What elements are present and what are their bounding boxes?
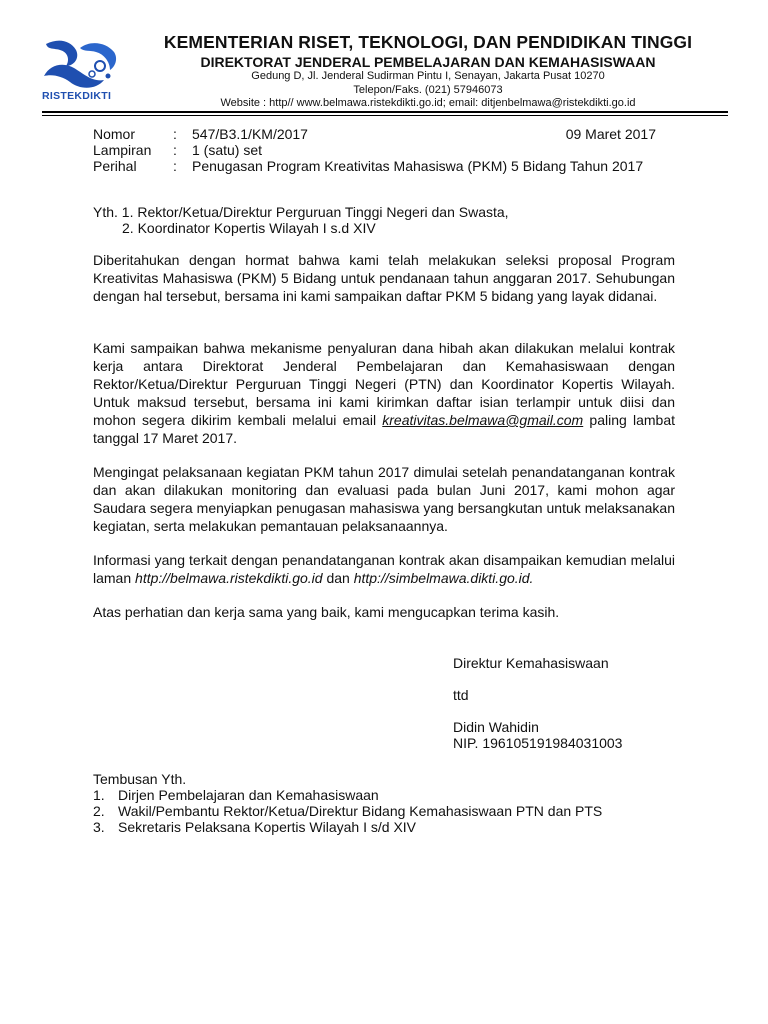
- ministry-name: KEMENTERIAN RISET, TEKNOLOGI, DAN PENDIDIKAN TINGGI: [163, 32, 693, 52]
- paragraph-1: [93, 251, 675, 305]
- list-text: Dirjen Pembelajaran dan Kemahasiswaan: [118, 787, 379, 803]
- email-link[interactable]: kreativitas.belmawa@gmail.com: [382, 412, 584, 428]
- letter-date: 09 Maret 2017: [565, 126, 656, 142]
- letterhead: [128, 32, 728, 111]
- belmawa-link[interactable]: http://belmawa.ristekdikti.go.id: [135, 570, 323, 586]
- paragraph-3-text: Mengingat pelaksanaan kegiatan PKM tahun 2017 dimulai setelah penandatanganan kontrak dan akan dilakukan monitoring dan evaluasi pada bulan Juni 2017, kami mohon agar Saudara segera menyiapkan penugasan mahasiswa yang bersangkutan untuk melaksanakan kegiatan, serta melakukan pemantauan pelaksanaannya.: [93, 464, 675, 534]
- paragraph-5-text: Atas perhatian dan kerja sama yang baik, kami mengucapkan terima kasih.: [93, 604, 560, 620]
- paragraph-2-text-b: paling lambat tanggal 17 Maret 2017.: [93, 412, 675, 446]
- perihal-label: Perihal: [93, 158, 137, 174]
- paragraph-1-text: Diberitahukan dengan hormat bahwa kami telah melakukan seleksi proposal Program Kreativitas Mahasiswa (PKM) 5 Bidang untuk pendanaan tahun anggaran 2017. Sehubungan dengan hal tersebut, bersama ini kami sampaikan daftar PKM 5 bidang yang layak didanai.: [93, 252, 675, 304]
- phone-line: Telepon/Faks. (021) 57946073: [353, 83, 503, 96]
- list-number: 3.: [93, 819, 105, 835]
- paragraph-2-text-a: Kami sampaikan bahwa mekanisme penyaluran dana hibah akan dilakukan melalui kontrak kerja antara Direktorat Jenderal Pembelajaran dan Kemahasiswaan dengan Rektor/Ketua/Direktur Perguruan Tinggi Negeri (PTN) dan Koordinator Kopertis Wilayah. Untuk maksud tersebut, bersama ini kami kirimkan daftar isian terlampir untuk diisi dan mohon segera dikirim kembali melalui email: [93, 340, 675, 428]
- signature-block: [453, 655, 622, 751]
- letterhead-rule: [42, 111, 728, 113]
- nomor-label: Nomor: [93, 126, 136, 142]
- addressee: [93, 204, 509, 236]
- cc-block: [93, 771, 602, 835]
- website-line: Website : http// www.belmawa.ristekdikti.go.id; email: ditjenbelmawa@ristekdikti.go.id: [220, 97, 636, 109]
- paragraph-5: [93, 603, 675, 621]
- paragraph-4-text-mid: dan: [322, 570, 354, 586]
- list-item: [93, 787, 602, 803]
- letterhead-rule-thin: [42, 115, 728, 116]
- letter-meta: [93, 126, 673, 174]
- nomor-value: 547/B3.1/KM/2017: [192, 126, 308, 142]
- lampiran-label: Lampiran: [93, 142, 152, 158]
- list-text: Sekretaris Pelaksana Kopertis Wilayah I s/d XIV: [118, 819, 417, 835]
- logo-text: RISTEKDIKTI: [42, 90, 112, 102]
- cc-heading: Tembusan Yth.: [93, 771, 187, 787]
- perihal-value: Penugasan Program Kreativitas Mahasiswa (PKM) 5 Bidang Tahun 2017: [192, 158, 644, 174]
- list-item: [93, 803, 602, 819]
- paragraph-4-text-a: Informasi yang terkait dengan penandatanganan kontrak akan disampaikan kemudian melalui laman: [93, 552, 675, 586]
- lampiran-value: 1 (satu) set: [192, 142, 263, 158]
- list-number: 1.: [93, 787, 105, 803]
- signer-title: Direktur Kemahasiswaan: [453, 655, 609, 671]
- addressee-line-2: 2. Koordinator Kopertis Wilayah I s.d XIV: [122, 220, 376, 236]
- list-number: 2.: [93, 803, 105, 819]
- signer-nip: NIP. 196105191984031003: [453, 735, 623, 751]
- paragraph-2: [93, 339, 675, 447]
- address-line: Gedung D, Jl. Jenderal Sudirman Pintu I, Senayan, Jakarta Pusat 10270: [251, 70, 605, 82]
- colon: :: [173, 142, 177, 158]
- list-text: Wakil/Pembantu Rektor/Ketua/Direktur Bidang Kemahasiswaan PTN dan PTS: [118, 803, 603, 819]
- signature-ttd: ttd: [453, 687, 469, 703]
- list-item: [93, 819, 602, 835]
- addressee-line-1: Yth. 1. Rektor/Ketua/Direktur Perguruan Tinggi Negeri dan Swasta,: [93, 204, 509, 220]
- colon: :: [173, 158, 177, 174]
- simbelmawa-link[interactable]: http://simbelmawa.dikti.go.id.: [353, 570, 534, 586]
- paragraph-3: [93, 463, 675, 535]
- paragraph-4: [93, 551, 675, 587]
- directorate-name: DIREKTORAT JENDERAL PEMBELAJARAN DAN KEMAHASISWAAN: [200, 54, 656, 70]
- colon: :: [173, 126, 177, 142]
- signer-name: Didin Wahidin: [453, 719, 539, 735]
